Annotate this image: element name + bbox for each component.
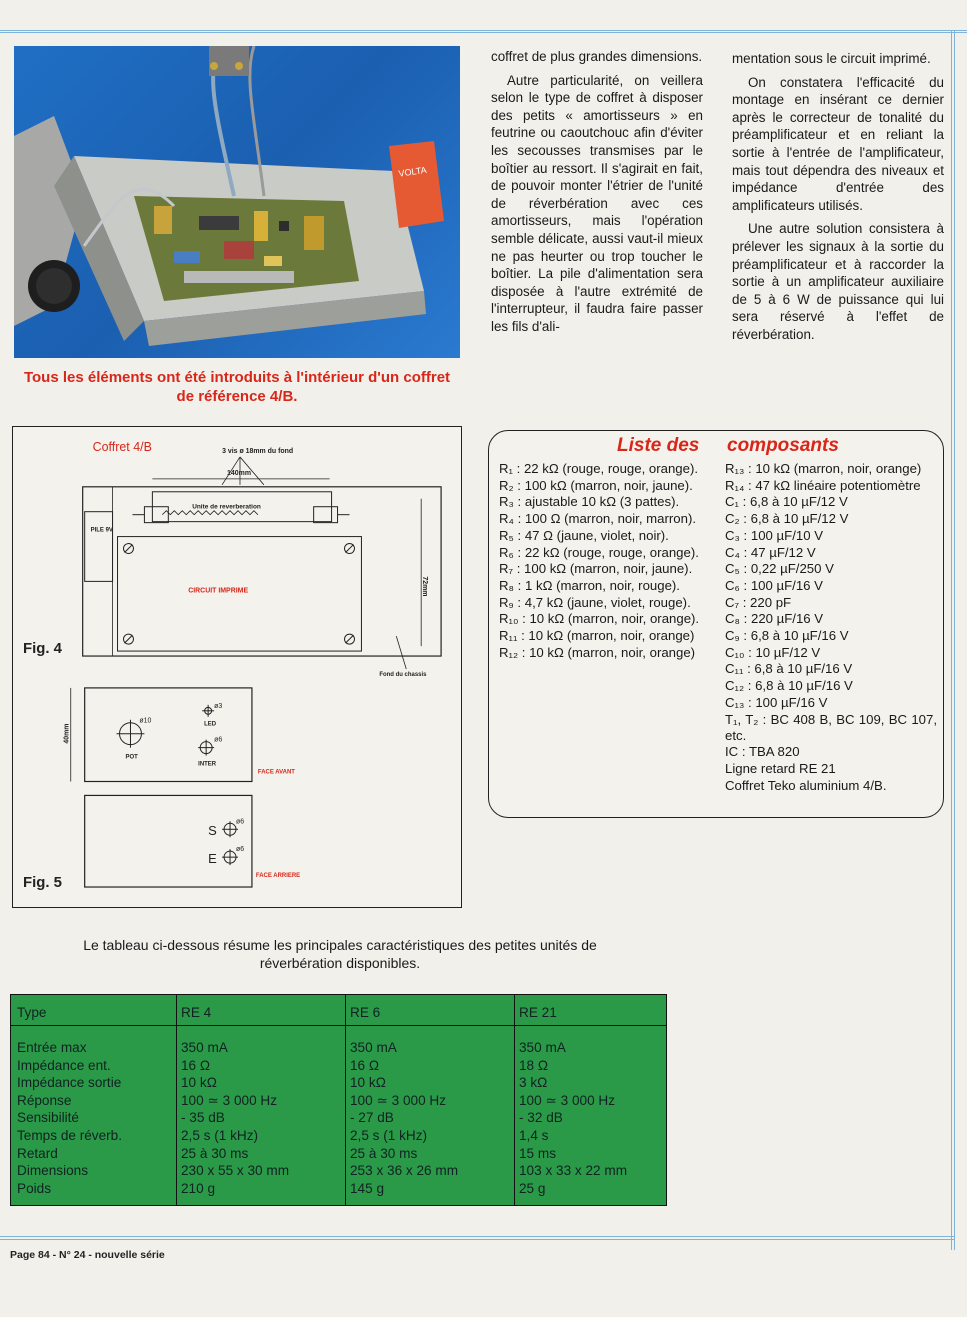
reverb-unit-label: Unite de reverberation: [192, 503, 261, 511]
paragraph: On constatera l'efficacité du montage en insérant ce dernier après le correcteur de tonalité du préamplificateur et en reliant la sortie à l'entrée de l'amplificateur, mais tout dépendra des niveaux et impédance d'entrée des amplificateurs utilisés.: [732, 74, 944, 213]
row-label: Sensibilité: [17, 1110, 79, 1126]
parts-column-1: [499, 461, 711, 661]
article-column-1: [491, 48, 703, 342]
part-item: C₇ : 220 pF: [725, 594, 792, 610]
table-cell: 10 kΩ: [350, 1075, 386, 1091]
table-cell: 350 mA: [350, 1040, 397, 1055]
part-item: C₉ : 6,8 à 10 µF/16 V: [725, 628, 849, 644]
part-item: R₃ : ajustable 10 kΩ (3 pattes).: [499, 494, 680, 510]
part-item: IC : TBA 820: [725, 744, 800, 760]
header-re21: RE 21: [519, 1005, 557, 1020]
assembly-photo: [14, 46, 460, 358]
part-item: R₁₂ : 10 kΩ (marron, noir, orange): [499, 644, 696, 660]
part-item: R₇ : 100 kΩ (marron, noir, jaune).: [499, 561, 693, 577]
paragraph: coffret de plus grandes dimensions.: [491, 49, 703, 64]
figures-4-5: [12, 426, 462, 908]
table-cell: 18 Ω: [519, 1057, 549, 1073]
table-cell: 1,4 s: [519, 1127, 549, 1143]
hole-6-out: ø6: [236, 818, 245, 826]
table-cell: 350 mA: [181, 1040, 228, 1055]
rear-panel-label: FACE ARRIERE: [255, 873, 301, 880]
re6-values: [350, 1039, 458, 1197]
header-re4: RE 4: [181, 1005, 212, 1020]
table-cell: - 27 dB: [350, 1110, 394, 1126]
header-type: Type: [17, 1005, 47, 1020]
specs-table: [10, 994, 667, 1206]
row-label: Retard: [17, 1145, 58, 1161]
table-intro: Le tableau ci-dessous résume les principales caractéristiques des petites unités de réverbération disponibles.: [83, 937, 597, 971]
part-item: C₁₀ : 10 µF/12 V: [725, 644, 821, 660]
table-cell: 350 mA: [519, 1040, 566, 1055]
dim-140: 140mm: [227, 469, 252, 477]
table-cell: 10 kΩ: [181, 1075, 217, 1091]
part-item: R₅ : 47 Ω (jaune, violet, noir).: [499, 527, 669, 543]
part-item: C₈ : 220 µF/16 V: [725, 611, 824, 627]
row-labels: [17, 1039, 122, 1197]
parts-title-1: Liste des: [617, 435, 700, 456]
table-cell: 2,5 s (1 kHz): [350, 1127, 428, 1143]
table-cell: 16 Ω: [181, 1057, 211, 1073]
part-item: C₁₂ : 6,8 à 10 µF/16 V: [725, 678, 853, 694]
table-cell: 2,5 s (1 kHz): [181, 1127, 259, 1143]
article-column-2: [732, 50, 944, 350]
part-item: T₁, T₂ : BC 408 B, BC 109, BC 107, etc.: [725, 711, 937, 743]
part-item: C₁ : 6,8 à 10 µF/12 V: [725, 494, 848, 510]
screw-note: 3 vis ø 18mm du fond: [222, 447, 294, 455]
table-cell: 15 ms: [519, 1145, 557, 1161]
parts-column-2: [725, 461, 937, 795]
table-cell: 3 kΩ: [519, 1075, 548, 1091]
paragraph: Une autre solution consistera à prélever les signaux à la sortie du préamplificateur et à raccorder la sortie à un amplificateur auxiliaire de 5 à 6 W de puissance qui lui sera réservé à l'effet de réverbération.: [732, 221, 944, 342]
table-cell: 25 à 30 ms: [350, 1145, 418, 1161]
page-frame-right: [951, 30, 955, 1250]
row-label: Entrée max: [17, 1040, 87, 1055]
parts-list: [488, 430, 944, 818]
table-cell: 145 g: [350, 1180, 385, 1196]
table-cell: 100 ≃ 3 000 Hz: [350, 1092, 447, 1108]
photo-caption: Tous les éléments ont été introduits à l'intérieur d'un coffret de référence 4/B.: [23, 369, 451, 405]
in-label: E: [208, 851, 217, 867]
parts-title-2: composants: [727, 435, 839, 456]
row-label: Réponse: [17, 1092, 72, 1108]
part-item: C₆ : 100 µF/16 V: [725, 577, 823, 593]
fig5-label: Fig. 5: [22, 874, 62, 892]
led-label: LED: [204, 721, 217, 728]
dim-40: 40mm: [63, 723, 71, 744]
page-footer: Page 84 - N° 24 - nouvelle série: [10, 1249, 165, 1261]
hole-3: ø3: [214, 702, 223, 710]
table-cell: 230 x 55 x 30 mm: [181, 1163, 290, 1179]
table-cell: 103 x 33 x 22 mm: [519, 1163, 628, 1179]
table-header-divider: [11, 1025, 666, 1026]
part-item: R₄ : 100 Ω (marron, noir, marron).: [499, 511, 696, 527]
part-item: C₁₃ : 100 µF/16 V: [725, 694, 828, 710]
part-item: R₁₄ : 47 kΩ linéaire potentiomètre: [725, 477, 921, 493]
row-label: Impédance ent.: [17, 1057, 111, 1073]
hole-6-in: ø6: [236, 846, 245, 854]
paragraph: mentation sous le circuit imprimé.: [732, 51, 931, 66]
coffret-label: Coffret 4/B: [92, 439, 152, 454]
table-cell: 210 g: [181, 1180, 216, 1196]
table-cell: - 32 dB: [519, 1110, 563, 1126]
table-cell: 100 ≃ 3 000 Hz: [519, 1092, 616, 1108]
table-cell: 100 ≃ 3 000 Hz: [181, 1092, 278, 1108]
part-item: R₈ : 1 kΩ (marron, noir, rouge).: [499, 577, 680, 593]
part-item: Ligne retard RE 21: [725, 761, 836, 777]
part-item: R₆ : 22 kΩ (rouge, rouge, orange).: [499, 544, 699, 560]
fig4-label: Fig. 4: [22, 640, 62, 658]
part-item: C₂ : 6,8 à 10 µF/12 V: [725, 511, 849, 527]
part-item: R₁₀ : 10 kΩ (marron, noir, orange).: [499, 611, 700, 627]
table-col-divider: [345, 995, 346, 1205]
row-label: Impédance sortie: [17, 1075, 122, 1091]
part-item: R₁₁ : 10 kΩ (marron, noir, orange): [499, 628, 695, 644]
part-item: C₃ : 100 µF/10 V: [725, 527, 823, 543]
chassis-bottom-label: Fond du chassis: [379, 671, 427, 678]
row-label: Poids: [17, 1180, 52, 1196]
pcb-label: CIRCUIT IMPRIME: [188, 587, 249, 595]
out-label: S: [208, 823, 217, 839]
row-label: Dimensions: [17, 1163, 89, 1179]
row-label: Temps de réverb.: [17, 1127, 123, 1143]
switch-label: INTER: [198, 761, 217, 768]
table-cell: 16 Ω: [350, 1057, 380, 1073]
header-re6: RE 6: [350, 1005, 381, 1020]
part-item: C₁₁ : 6,8 à 10 µF/16 V: [725, 661, 853, 677]
part-item: R₁ : 22 kΩ (rouge, rouge, orange).: [499, 461, 699, 476]
paragraph: Autre particularité, on veillera selon le type de coffret à disposer des petits « amortisseurs » en feutrine ou caoutchouc afin d'éviter les secousses transmises par le boîtier au ressort. Il s'agirait en fait, de pouvoir monter l'étrier de l'unité de réverbération avec ces amortisseurs, mais l'opération semble délicate, aussi vaut-il mieux ne pas heurter ou trop toucher le boîtier. La pile d'alimentation sera disposée à l'autre extrémité de l'interrupteur, il faudra faire passer les fils d'ali-: [491, 72, 703, 334]
hole-6: ø6: [214, 736, 223, 744]
battery-label: VOLTA: [397, 164, 428, 179]
re4-values: [181, 1039, 289, 1197]
part-item: C₄ : 47 µF/12 V: [725, 544, 816, 560]
table-cell: 25 g: [519, 1180, 546, 1196]
part-item: R₂ : 100 kΩ (marron, noir, jaune).: [499, 477, 693, 493]
pot-label: POT: [125, 754, 138, 761]
table-cell: 253 x 36 x 26 mm: [350, 1163, 459, 1179]
table-cell: 25 à 30 ms: [181, 1145, 249, 1161]
part-item: C₅ : 0,22 µF/250 V: [725, 561, 834, 577]
dim-72: 72mm: [421, 576, 429, 597]
re21-values: [519, 1039, 627, 1197]
table-col-divider: [514, 995, 515, 1205]
front-panel-label: FACE AVANT: [257, 769, 295, 776]
part-item: R₁₃ : 10 kΩ (marron, noir, orange): [725, 461, 922, 476]
page-frame-top: [0, 30, 967, 33]
table-col-divider: [176, 995, 177, 1205]
part-item: Coffret Teko aluminium 4/B.: [725, 777, 887, 793]
page-frame-bottom: [0, 1236, 955, 1240]
hole-10: ø10: [139, 717, 152, 725]
battery-fig-label: PILE 9V: [90, 527, 113, 534]
table-cell: - 35 dB: [181, 1110, 225, 1126]
part-item: R₉ : 4,7 kΩ (jaune, violet, rouge).: [499, 594, 691, 610]
